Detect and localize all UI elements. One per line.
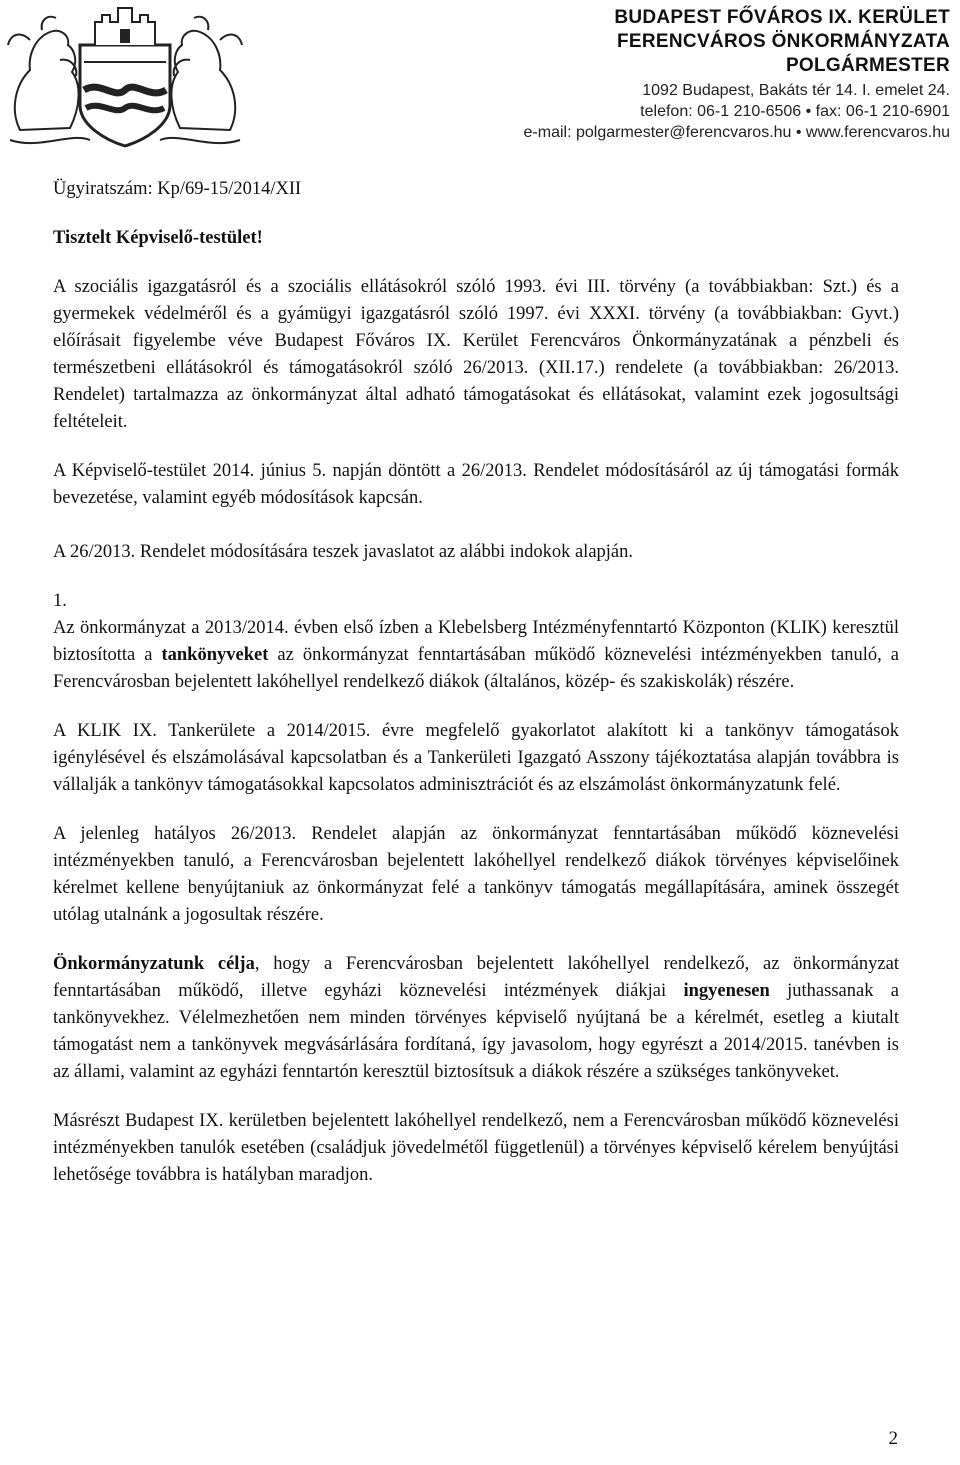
paragraph-2: A Képviselő-testület 2014. június 5. napján döntött a 26/2013. Rendelet módosításáról az új támogatási formák bevezetése, valamint egyéb módosítások kapcsán. [53,461,899,508]
coat-of-arms-logo [0,0,250,150]
letterhead-name-line-3: POLGÁRMESTER [785,55,950,76]
letterhead-email-web: e-mail: polgarmester@ferencvaros.hu • www.ferencvaros.hu [523,124,950,141]
letterhead [430,6,950,143]
paragraph-7-bold-c: ingyenesen [683,981,770,1001]
paragraph-7 [53,951,899,1086]
right-lion-icon [171,31,235,130]
file-number: Ügyiratszám: Kp/69-15/2014/XII [53,179,302,199]
paragraph-6: A jelenleg hatályos 26/2013. Rendelet alapján az önkormányzat fenntartásában működő köznevelési intézményekben tanuló, a Ferencvárosban bejelentett lakóhellyel rendelkező diákok törvényes képviselőinek kérelmet kellene benyújtaniuk az önkormányzat felé a tankönyv támogatás megállapítására, aminek összegét utólag utalnánk a jogosultak részére. [53,824,899,925]
paragraph-4 [53,615,899,696]
paragraph-5: A KLIK IX. Tankerülete a 2014/2015. évre megfelelő gyakorlatot alakított ki a tankönyv támogatások igénylésével és elszámolásával kapcsolatban és a Tankerületi Igazgató Asszony tájékoztatása alapján továbbra is vállalják a tankönyv támogatásokkal kapcsolatos adminisztrációt és az elszámolást önkormányzatunk felé. [53,721,899,795]
page-number: 2 [888,1428,898,1449]
document-body [53,176,899,1189]
paragraph-7-text-d: juthassanak a tankönyvekhez. Vélelmezhetően nem minden törvényes képviselő nyújtaná be a kérelmét, esetleg a kiutalt támogatást nem a tankönyvek megvásárlására fordítaná, így javasolom, hogy egyrészt a 2014/2015. tanévben is az állami, valamint az egyházi fenntartón keresztül biztosítsuk a diákok részére a szükséges tankönyveket. [53,981,900,1082]
salutation: Tisztelt Képviselő-testület! [53,228,263,248]
letterhead-address: 1092 Budapest, Bakáts tér 14. I. emelet 24. [642,82,950,99]
paragraph-4-bold: tankönyveket [161,645,269,665]
paragraph-1: A szociális igazgatásról és a szociális ellátásokról szóló 1993. évi III. törvény (a továbbiakban: Szt.) és a gyermekek védelméről és a gyámügyi igazgatásról szóló 1997. évi XXXI. törvény (a továbbiakban: Gyvt.) előírásait figyelembe véve Budapest Főváros IX. Kerület Ferencváros Önkormányzatának a pénzbeli és természetbeni ellátásokról és támogatásokról szóló 26/2013. (XII.17.) rendelete (a továbbiakban: 26/2013. Rendelet) tartalmazza az önkormányzat által adható támogatásokat és ellátásokat, valamint ezek jogosultsági feltételeit. [53,277,899,432]
paragraph-3: A 26/2013. Rendelet módosítására teszek javaslatot az alábbi indokok alapján. [53,542,634,562]
letterhead-name-line-1: BUDAPEST FŐVÁROS IX. KERÜLET [614,7,950,28]
paragraph-8: Másrészt Budapest IX. kerületben bejelentett lakóhellyel rendelkező, nem a Ferencvárosban működő köznevelési intézményekben tanulók esetében (családjuk jövedelmétől függetlenül) a törvényes képviselő kérelem benyújtási lehetősége továbbra is hatályban maradjon. [53,1111,899,1185]
paragraph-4-text-a: Az önkormányzat a 2013/2014. évben első ízben a Klebelsberg Intézményfenntartó Központon (KLIK) keresztül biztosította a [53,618,899,665]
paragraph-7-text-b: , hogy a Ferencvárosban bejelentett lakóhellyel rendelkező, az önkormányzat fenntartásában működő, illetve egyházi köznevelési intézmények diákjai [53,954,899,1001]
letterhead-name-line-2: FERENCVÁROS ÖNKORMÁNYZATA [617,31,950,52]
section-number: 1. [53,591,67,611]
paragraph-7-bold-a: Önkormányzatunk célja [53,954,255,974]
letterhead-phone-fax: telefon: 06-1 210-6506 • fax: 06-1 210-6901 [640,103,950,120]
left-lion-icon [15,31,79,130]
paragraph-4-text-c: az önkormányzat fenntartásában működő köznevelési intézményekben tanuló, a Ferencvárosban bejelentett lakóhellyel rendelkező diákok (általános, közép- és szakiskolák) részére. [53,645,899,692]
